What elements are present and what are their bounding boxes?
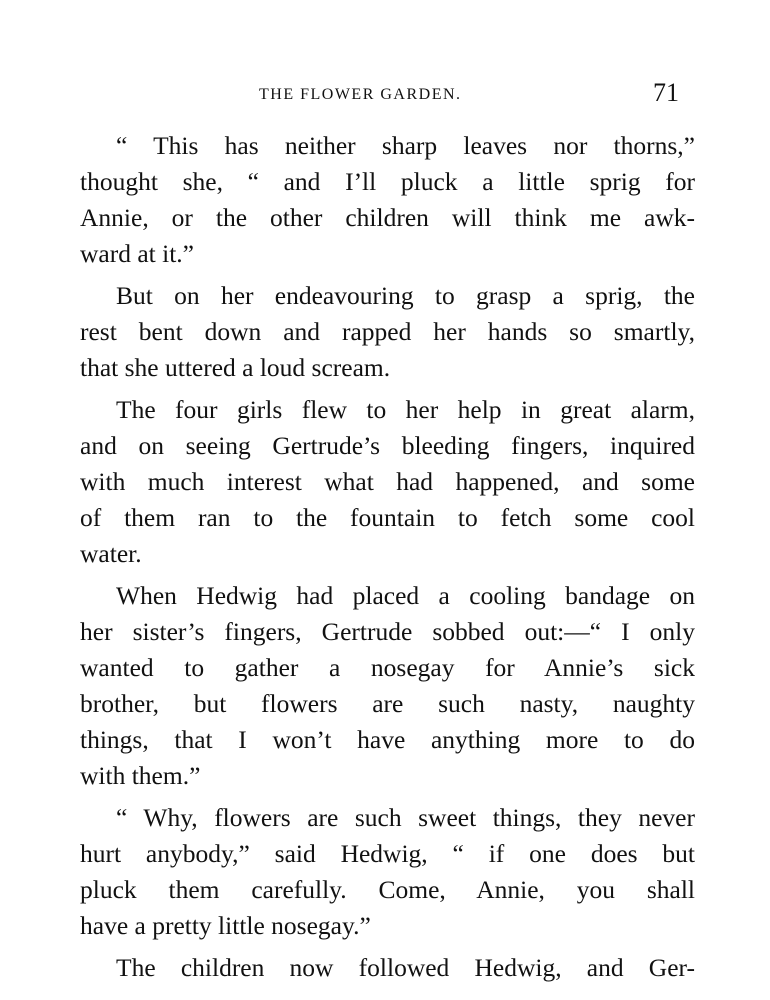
text-line: When Hedwig had placed a cooling bandage on — [116, 581, 695, 610]
text-line: rest bent down and rapped her hands so smartly, — [80, 317, 695, 346]
page-number: 71 — [653, 78, 679, 107]
text-line: things, that I won’t have anything more to do — [80, 725, 695, 754]
body-text — [80, 128, 695, 986]
running-head-title: THE FLOWER GARDEN. — [259, 86, 462, 103]
paragraph — [80, 128, 695, 272]
text-line: with them.” — [80, 761, 201, 790]
text-line: and on seeing Gertrude’s bleeding fingers, inquired — [80, 431, 695, 460]
text-line: with much interest what had happened, and some — [80, 467, 695, 496]
text-line: her sister’s fingers, Gertrude sobbed out:—“ I only — [80, 617, 695, 646]
paragraph — [80, 950, 695, 986]
text-line: “ Why, flowers are such sweet things, they never — [116, 803, 695, 832]
text-line: But on her endeavouring to grasp a sprig, the — [116, 281, 695, 310]
text-line: The four girls flew to her help in great alarm, — [116, 395, 695, 424]
text-line: Annie, or the other children will think me awk- — [80, 203, 695, 232]
paragraph — [80, 392, 695, 572]
text-line: “ This has neither sharp leaves nor thorns,” — [116, 131, 695, 160]
running-head — [0, 78, 770, 108]
text-line: brother, but flowers are such nasty, naughty — [80, 689, 695, 718]
text-line: The children now followed Hedwig, and Ger- — [116, 953, 695, 982]
paragraph — [80, 278, 695, 386]
text-line: pluck them carefully. Come, Annie, you shall — [80, 875, 695, 904]
text-line: of them ran to the fountain to fetch some cool — [80, 503, 695, 532]
text-line: hurt anybody,” said Hedwig, “ if one does but — [80, 839, 695, 868]
text-line: wanted to gather a nosegay for Annie’s sick — [80, 653, 695, 682]
text-line: that she uttered a loud scream. — [80, 353, 391, 382]
text-line: ward at it.” — [80, 239, 194, 268]
paragraph — [80, 800, 695, 944]
text-line: water. — [80, 539, 142, 568]
paragraph — [80, 578, 695, 794]
text-line: have a pretty little nosegay.” — [80, 911, 371, 940]
text-line: thought she, “ and I’ll pluck a little sprig for — [80, 167, 695, 196]
